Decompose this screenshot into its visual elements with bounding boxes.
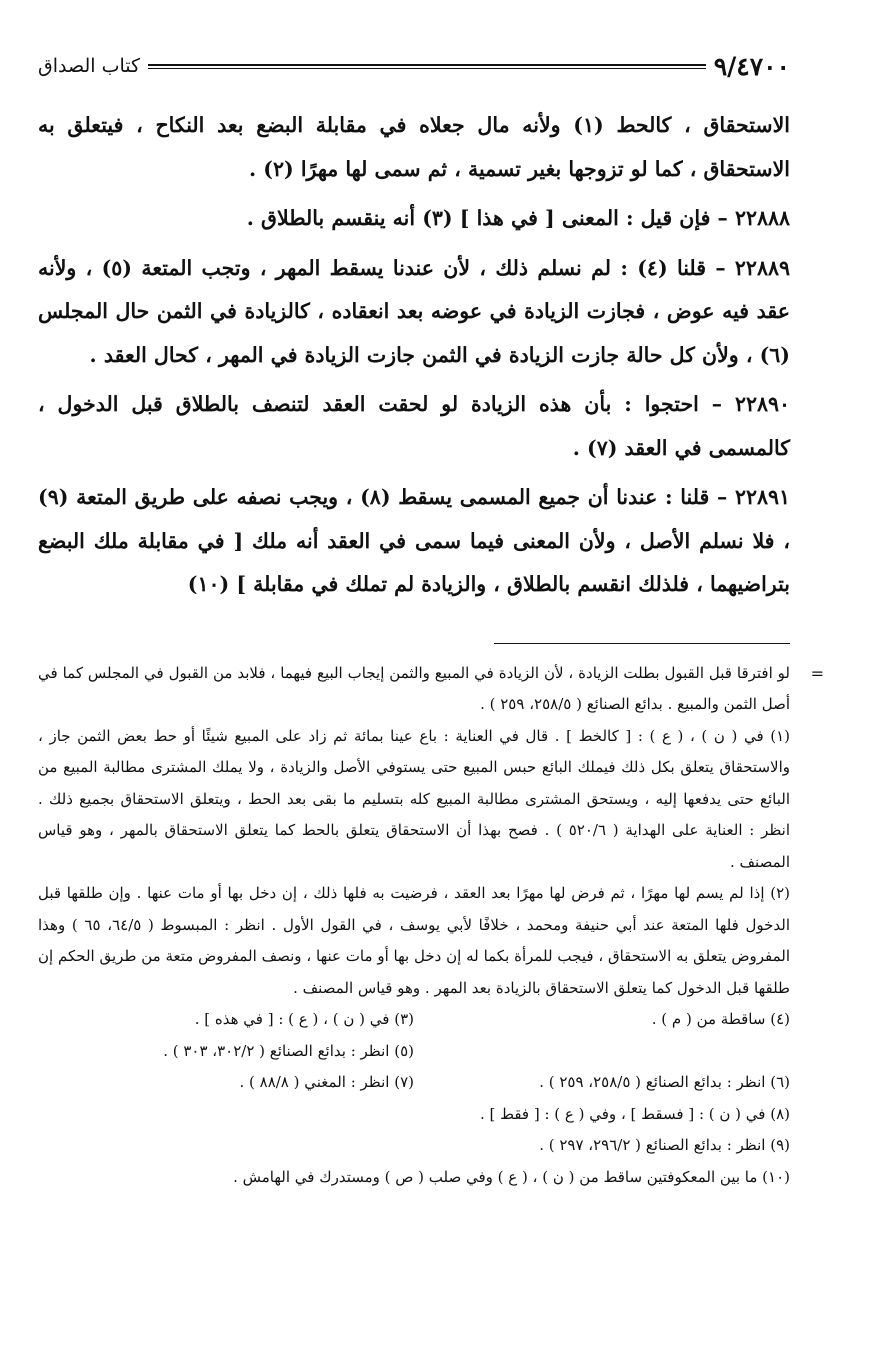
running-header [38, 44, 790, 88]
footnote-continuation [38, 658, 824, 721]
footnote-row [38, 1067, 790, 1099]
paragraph: الاستحقاق ، كالحط (١) ولأنه مال جعلاه في مقابلة البضع بعد النكاح ، فيتعلق به الاستحقاق ، كما لو تزوجها بغير تسمية ، ثم سمى لها مهرًا (٢) . [38, 113, 790, 181]
book-title: كتاب الصداق [38, 55, 141, 77]
footnote-row [38, 1004, 790, 1036]
page-number: ٩/٤٧٠٠ [713, 51, 790, 81]
document-page [38, 44, 824, 1193]
footnote-1: (١) في ( ن ) ، ( ع ) : [ كالخط ] . قال في العناية : باع عينا بمائة ثم زاد على المبيع شيئًا أو حط بعض الثمن جاز ، والاستحقاق يتعلق بكل ذلك فيملك البائع حبس المبيع حتى يستوفي الأصل والزيادة ، ولا يملك المشترى مطالبة المبيع من البائع حتى يدفعها إليه ، ويستحق المشترى مطالبة المبيع كله بتسليم ما بقى بعد الحط ، ويتعلق الاستحقاق بجميع ذلك . انظر : العناية على الهداية ( ٥٢٠/٦ ) . فصح بهذا أن الاستحقاق يتعلق بالحط كما يتعلق الاستحقاق بالمهر ، وهو قياس المصنف . [38, 726, 790, 871]
main-text [38, 104, 790, 607]
paragraph: ٢٢٨٨٩ – قلنا (٤) : لم نسلم ذلك ، لأن عندنا يسقط المهر ، وتجب المتعة (٥) ، ولأنه عقد فيه عوض ، فجازت الزيادة في عوضه بعد انعقاده ، كالزيادة في الثمن حال المجلس (٦) ، ولأن كل حالة جازت الزيادة في الثمن جازت الزيادة في المهر ، كحال العقد . [38, 255, 790, 367]
header-rule [148, 64, 706, 69]
footnote-separator [494, 643, 790, 644]
footnote-5: (٥) انظر : بدائع الصنائع ( ٣٠٢/٢، ٣٠٣ ) . [163, 1041, 414, 1060]
footnote-3: (٣) في ( ن ) ، ( ع ) : [ في هذه ] . [194, 1010, 414, 1028]
paragraph: ٢٢٨٩٠ – احتجوا : بأن هذه الزيادة لو لحقت العقد لتنصف بالطلاق قبل الدخول ، كالمسمى في العقد (٧) . [38, 392, 790, 460]
continuation-mark: = [810, 663, 824, 683]
footnotes [38, 658, 824, 1194]
footnote-continuation-text: لو افترقا قبل القبول بطلت الزيادة ، لأن الزيادة في المبيع والثمن إيجاب البيع فيهما ، فلابد من القبول في المجلس كما في أصل الثمن والمبيع . بدائع الصنائع ( ٢٥٨/٥، ٢٥٩ ) . [38, 663, 790, 713]
footnote-4-duplicate-slot [414, 1036, 790, 1068]
paragraph: ٢٢٨٩١ – قلنا : عندنا أن جميع المسمى يسقط (٨) ، ويجب نصفه على طريق المتعة (٩) ، فلا نسلم الأصل ، ولأن المعنى فيما سمى في العقد أنه ملك [ في مقابلة ملك البضع بتراضيهما ، فلذلك انقسم بالطلاق ، والزيادة لم تملك في مقابلة ] (١٠) [38, 485, 790, 596]
paragraph: ٢٢٨٨٨ – فإن قيل : المعنى [ في هذا ] (٣) أنه ينقسم بالطلاق . [246, 206, 790, 230]
footnote-2: (٢) إذا لم يسم لها مهرًا ، ثم فرض لها مهرًا بعد العقد ، فرضيت به فلها ذلك ، إن دخل بها أو مات عنها . وإن طلقها قبل الدخول فلها المتعة عند أبي حنيفة ومحمد ، خلافًا لأبي يوسف ، في القول الأول . انظر : المبسوط ( ٦٤/٥، ٦٥ ) وهذا المفروض يتعلق به الاستحقاق ، فيجب للمرأة بكما له إن دخل بها أو مات عنها ، ونصف المفروض متعة من طريق الحكم إن طلقها قبل الدخول كما يتعلق الاستحقاق بالزيادة بعد المهر . وهو قياس المصنف . [38, 884, 790, 997]
footnote-6: (٦) انظر : بدائع الصنائع ( ٢٥٨/٥، ٢٥٩ ) . [539, 1073, 790, 1091]
footnote-7: (٧) انظر : المغني ( ٨٨/٨ ) . [239, 1073, 414, 1091]
footnote-row [38, 1036, 790, 1068]
footnote-10: (١٠) ما بين المعكوفتين ساقط من ( ن ) ، ( ع ) وفي صلب ( ص ) ومستدرك في الهامش . [233, 1167, 790, 1186]
footnote-8: (٨) في ( ن ) : [ فسقط ] ، وفي ( ع ) : [ فقط ] . [479, 1104, 790, 1123]
footnote-9: (٩) انظر : بدائع الصنائع ( ٢٩٦/٢، ٢٩٧ ) . [539, 1136, 790, 1154]
footnote-4: (٤) ساقطة من ( م ) . [651, 1010, 790, 1028]
